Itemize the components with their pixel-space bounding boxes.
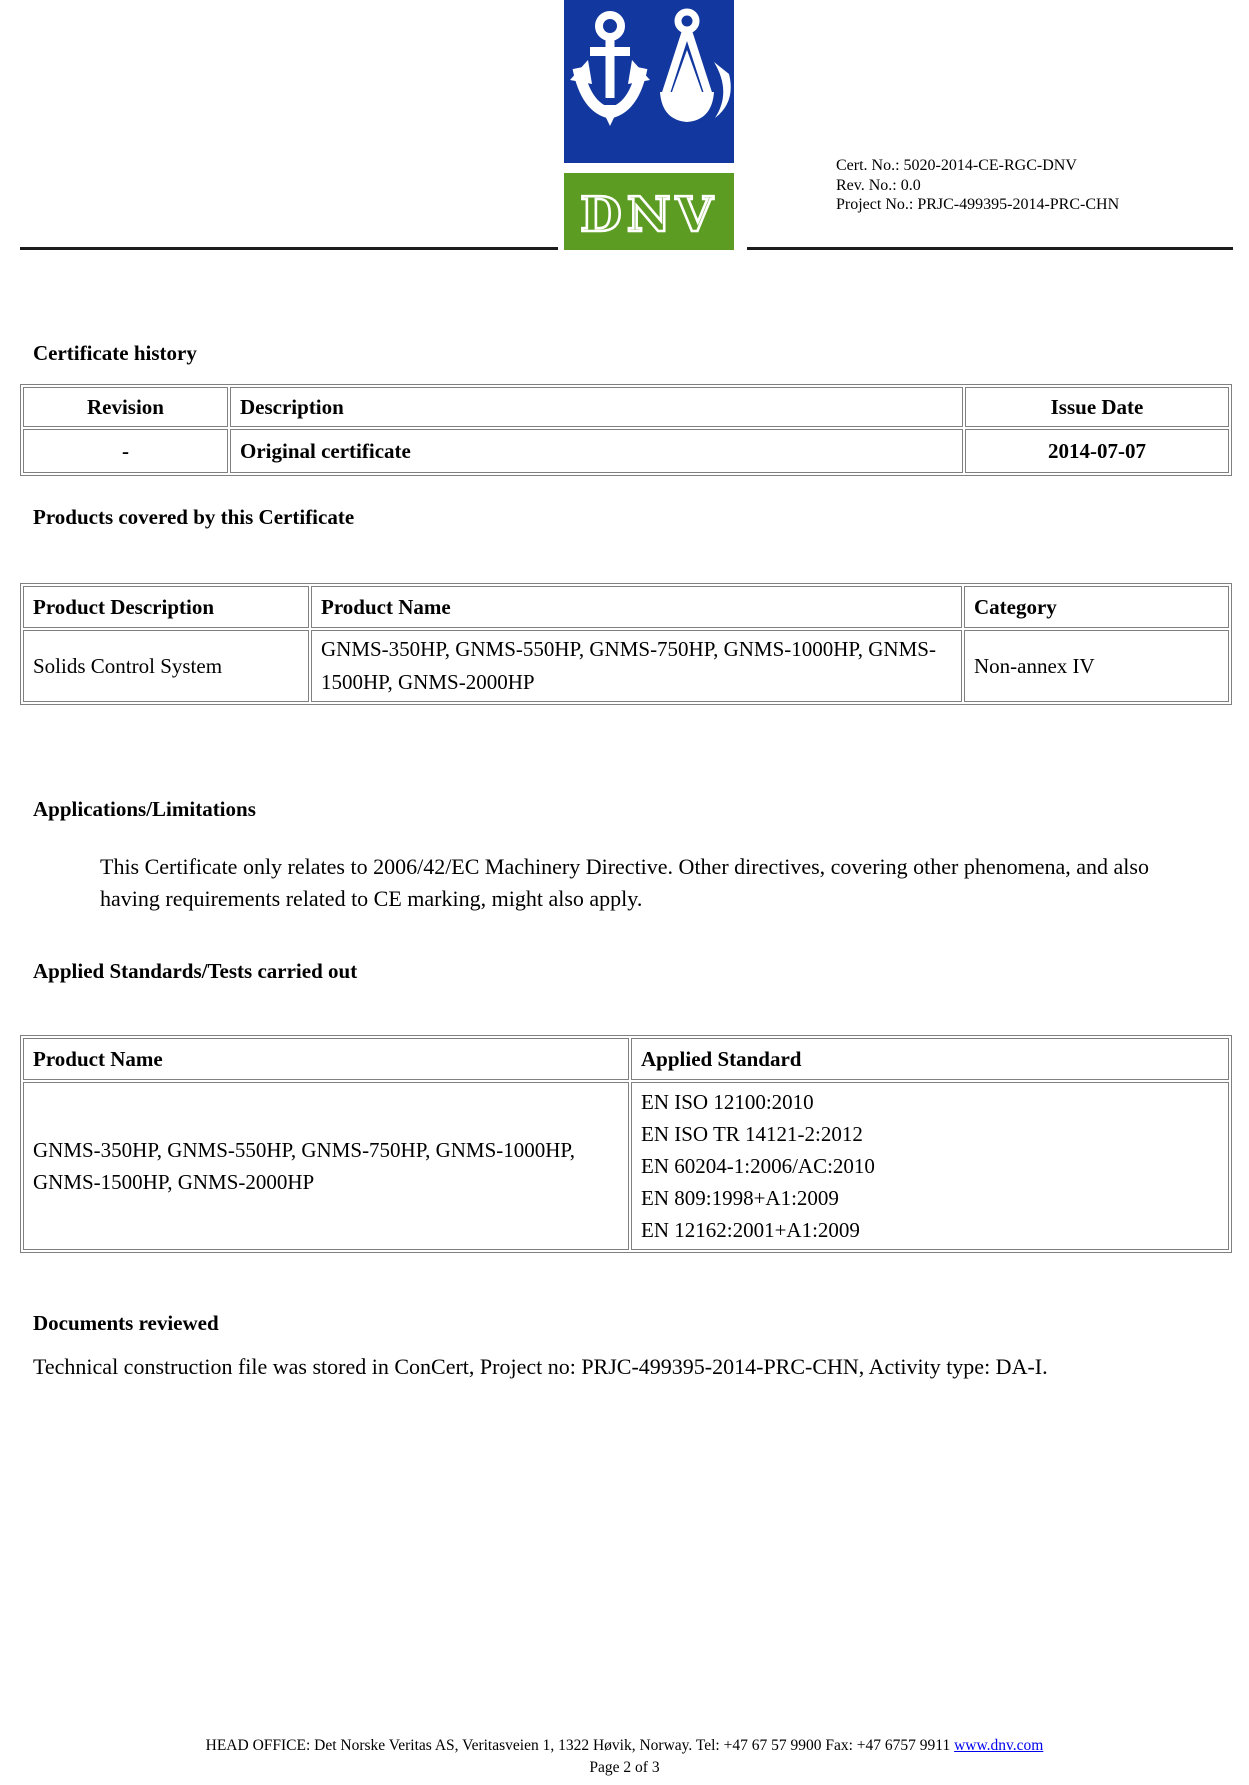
section-title-applied-standards: Applied Standards/Tests carried out — [33, 959, 358, 983]
cert-no: Cert. No.: 5020-2014-CE-RGC-DNV — [836, 157, 1077, 174]
applications-limitations-text: This Certificate only relates to 2006/42/EC Machinery Directive. Other directives, covering other phenomena, and also having requirements related to CE marking, might also apply. — [100, 854, 1149, 911]
section-title-products-covered: Products covered by this Certificate — [33, 505, 355, 529]
table-row — [23, 1082, 1229, 1250]
column-header-product-name: Product Name — [311, 586, 962, 628]
column-header-product-name: Product Name — [23, 1038, 629, 1080]
section-title-documents-reviewed: Documents reviewed — [33, 1311, 219, 1335]
column-header-applied-standard: Applied Standard — [631, 1038, 1229, 1080]
table-row — [23, 429, 1229, 473]
standard-item: EN ISO TR 14121-2:2012 — [641, 1122, 863, 1146]
column-header-description: Description — [230, 387, 963, 427]
table-header-row — [23, 1038, 1229, 1080]
rev-no: Rev. No.: 0.0 — [836, 176, 921, 194]
table-header-row — [23, 387, 1229, 427]
cell-issue-date: 2014-07-07 — [965, 429, 1229, 473]
certificate-history-table — [20, 384, 1232, 476]
section-title-applications-limitations: Applications/Limitations — [33, 797, 256, 821]
dnv-wordmark — [564, 173, 734, 250]
footer-head-office — [0, 1737, 1249, 1755]
documents-reviewed-text: Technical construction file was stored in ConCert, Project no: PRJC-499395-2014-PRC-CHN, Activity type: DA-I. — [33, 1354, 1048, 1379]
cell-product-description: Solids Control System — [23, 630, 309, 702]
dnv-website-link[interactable]: www.dnv.com — [954, 1737, 1044, 1754]
footer-head-office-text: HEAD OFFICE: Det Norske Veritas AS, Veritasveien 1, 1322 Høvik, Norway. Tel: +47 67 57 9900 Fax: +47 6757 9911 — [205, 1737, 955, 1754]
table-header-row — [23, 586, 1229, 628]
standard-item: EN 12162:2001+A1:2009 — [641, 1218, 860, 1242]
column-header-revision: Revision — [23, 387, 228, 427]
cell-product-name: GNMS-350HP, GNMS-550HP, GNMS-750HP, GNMS-1000HP, GNMS-1500HP, GNMS-2000HP — [311, 630, 962, 702]
cell-description: Original certificate — [230, 429, 963, 473]
standard-item: EN 60204-1:2006/AC:2010 — [641, 1154, 875, 1178]
dnv-wordmark-text: DNV — [580, 187, 718, 243]
dnv-emblem-icon — [564, 0, 734, 163]
column-header-category: Category — [964, 586, 1229, 628]
footer-page-number: Page 2 of 3 — [589, 1759, 660, 1776]
cell-revision: - — [23, 429, 228, 473]
certificate-reference-block — [836, 156, 1119, 215]
cell-category: Non-annex IV — [964, 630, 1229, 702]
project-no: Project No.: PRJC-499395-2014-PRC-CHN — [836, 196, 1120, 213]
table-row — [23, 630, 1229, 702]
header-rule-left — [20, 247, 558, 250]
applied-standards-table — [20, 1035, 1232, 1253]
cell-product-name: GNMS-350HP, GNMS-550HP, GNMS-750HP, GNMS-1000HP, GNMS-1500HP, GNMS-2000HP — [23, 1082, 629, 1250]
cell-applied-standards — [631, 1082, 1229, 1250]
standard-item: EN 809:1998+A1:2009 — [641, 1186, 839, 1210]
column-header-issue-date: Issue Date — [965, 387, 1229, 427]
column-header-product-description: Product Description — [23, 586, 309, 628]
section-title-certificate-history: Certificate history — [33, 341, 197, 365]
header-rule-right — [747, 247, 1233, 250]
products-covered-table — [20, 583, 1232, 705]
standard-item: EN ISO 12100:2010 — [641, 1090, 814, 1114]
